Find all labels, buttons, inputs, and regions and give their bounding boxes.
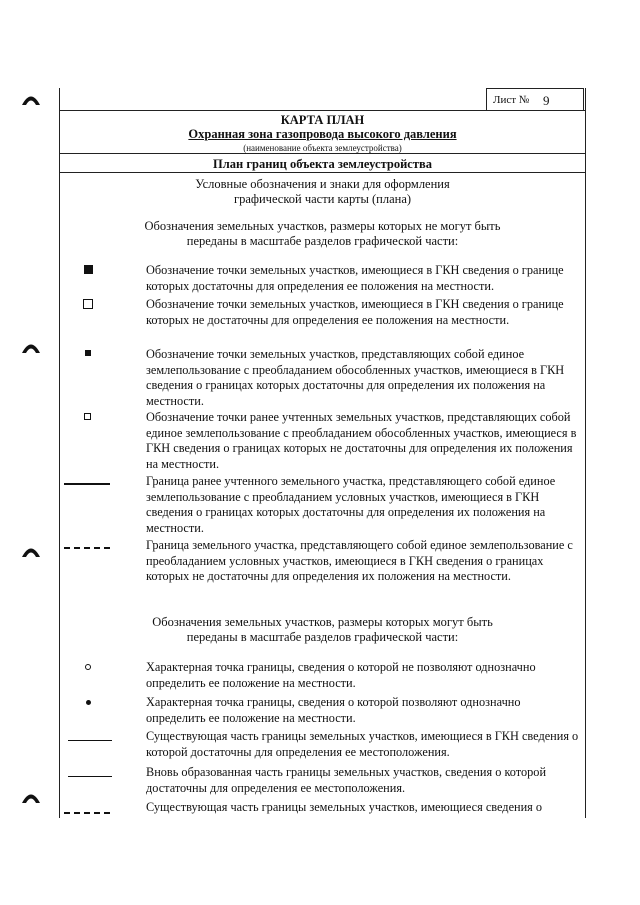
- thick-line-icon: [62, 474, 112, 494]
- dashed-line-icon: [62, 538, 112, 558]
- filled-circle-icon: [62, 695, 112, 715]
- legend-item-text: Обозначение точки земельных участков, имеющиеся в ГКН сведения о границе которых достаточны для определения ее положения на местности.: [146, 263, 564, 293]
- map-title: КАРТА ПЛАН: [280, 113, 365, 127]
- section2-line2: переданы в масштабе разделов графической части:: [186, 630, 459, 644]
- plan-title: План границ объекта землеустройства: [213, 157, 432, 171]
- legend-item-text: Характерная точка границы, сведения о которой не позволяют однозначно определить ее положение на местности.: [146, 660, 536, 690]
- legend-item-text: Вновь образованная часть границы земельных участков, сведения о которой достаточны для определения ее местоположения.: [146, 765, 547, 795]
- legend-item-text: Граница ранее учтенного земельного участка, представляющего собой единое землепользование с преобладанием условных участков, имеющиеся в ГКН сведения о границах которых достаточны для определения их положения на местности.: [146, 474, 556, 535]
- legend-intro-line1: Условные обозначения и знаки для оформления: [195, 177, 450, 191]
- section2-line1: Обозначения земельных участков, размеры которых могут быть: [152, 615, 493, 629]
- legend-item-text: Обозначение точки земельных участков, имеющиеся в ГКН сведения о границе которых не достаточны для определения ее положения на местности.: [146, 297, 564, 327]
- legend-item-text: Обозначение точки земельных участков, представляющих собой единое землепользование с преобладанием обособленных участков, имеющиеся в ГКН сведения о границах которых достаточны для определения их положения на местности.: [146, 347, 565, 408]
- divider: [60, 172, 585, 173]
- legend-item-text: Граница земельного участка, представляющего собой единое землепользование с преобладанием условных участков, имеющиеся в ГКН сведения о границах которых не достаточны для определения их положения на местности.: [146, 538, 573, 583]
- filled-square-icon: [62, 263, 112, 283]
- section1-line2: переданы в масштабе разделов графической части:: [186, 234, 459, 248]
- small-filled-square-icon: [62, 347, 112, 367]
- binder-hole-icon: [20, 790, 42, 804]
- open-square-icon: [62, 297, 112, 317]
- legend-item-text: Существующая часть границы земельных участков, имеющиеся в ГКН сведения о которой достаточны для определения ее местоположения.: [146, 729, 579, 759]
- legend-item-text: Характерная точка границы, сведения о которой позволяют однозначно определить ее положение на местности.: [146, 695, 521, 725]
- legend-item-text: Обозначение точки ранее учтенных земельных участков, представляющих собой единое землепользование с преобладанием обособленных участков, имеющиеся в ГКН сведения о границах которых не достаточны для определения их положения на местности.: [146, 410, 577, 471]
- thin-line-icon: [62, 729, 112, 749]
- thin-line-icon: [62, 765, 112, 785]
- divider: [60, 153, 585, 154]
- legend-intro-line2: графической части карты (плана): [233, 192, 412, 206]
- binder-hole-icon: [20, 92, 42, 106]
- section1-line1: Обозначения земельных участков, размеры которых не могут быть: [144, 219, 501, 233]
- open-circle-icon: [62, 660, 112, 680]
- binder-hole-icon: [20, 544, 42, 558]
- dashed-line-icon: [62, 800, 112, 818]
- object-caption: (наименование объекта землеустройства): [243, 143, 402, 153]
- sheet-number: 9: [543, 93, 550, 108]
- binder-hole-icon: [20, 340, 42, 354]
- legend-item-text: Существующая часть границы земельных участков, имеющиеся сведения о: [146, 800, 543, 814]
- object-name: Охранная зона газопровода высокого давления: [188, 127, 457, 141]
- small-open-square-icon: [62, 410, 112, 430]
- sheet-label: Лист №: [493, 94, 530, 106]
- document-frame: [59, 88, 586, 818]
- frame-top-border: [60, 110, 585, 111]
